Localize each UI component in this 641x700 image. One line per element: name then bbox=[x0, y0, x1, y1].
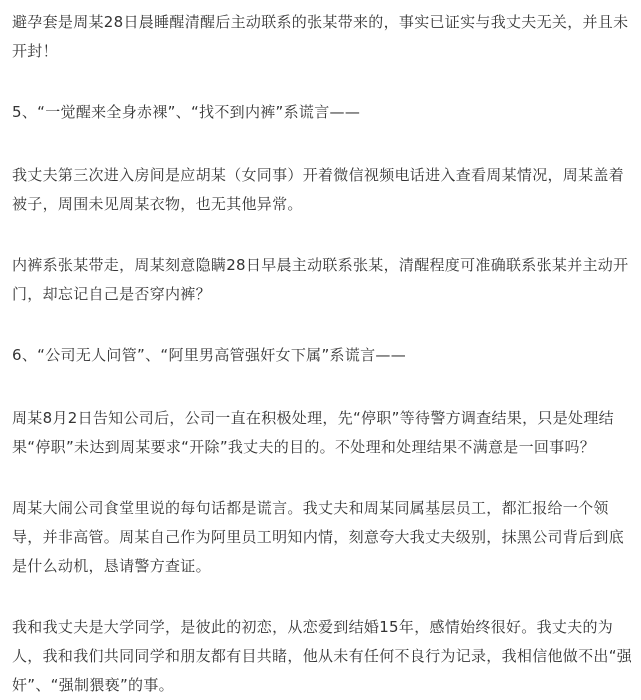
article-body bbox=[12, 8, 634, 700]
paragraph-underwear: 内裤系张某带走，周某刻意隐瞒28日早晨主动联系张某，清醒程度可准确联系张某并主动开门，却忘记自己是否穿内裤？ bbox=[12, 256, 629, 303]
paragraph-canteen: 周某大闹公司食堂里说的每句话都是谎言。我丈夫和周某同属基层员工，都汇报给一个领导，并非高管。周某自己作为阿里员工明知内情，刻意夸大我丈夫级别，抹黑公司背后到底是什么动机，恳请警方查证。 bbox=[12, 499, 625, 575]
paragraph-condom-fact: 避孕套是周某28日晨睡醒清醒后主动联系的张某带来的，事实已证实与我丈夫无关，并且未开封！ bbox=[12, 13, 629, 60]
heading-point-5: 5、“一觉醒来全身赤裸”、“找不到内裤”系谎言—— bbox=[12, 103, 361, 121]
paragraph-company-handling: 周某8月2日告知公司后，公司一直在积极处理，先“停职”等待警方调查结果，只是处理结果“停职”未达到周某要求“开除”我丈夫的目的。不处理和处理结果不满意是一回事吗？ bbox=[12, 409, 614, 456]
paragraph-marriage: 我和我丈夫是大学同学，是彼此的初恋，从恋爱到结婚15年，感情始终很好。我丈夫的为人，我和我们共同同学和朋友都有目共睹，他从未有任何不良行为记录，我相信他做不出“强奸”、“强制猥亵”的事。 bbox=[12, 618, 633, 694]
paragraph-third-entry: 我丈夫第三次进入房间是应胡某（女同事）开着微信视频电话进入查看周某情况，周某盖着被子，周围未见周某衣物，也无其他异常。 bbox=[12, 166, 625, 213]
heading-point-6: 6、“公司无人问管”、“阿里男高管强奸女下属”系谎言—— bbox=[12, 346, 407, 364]
